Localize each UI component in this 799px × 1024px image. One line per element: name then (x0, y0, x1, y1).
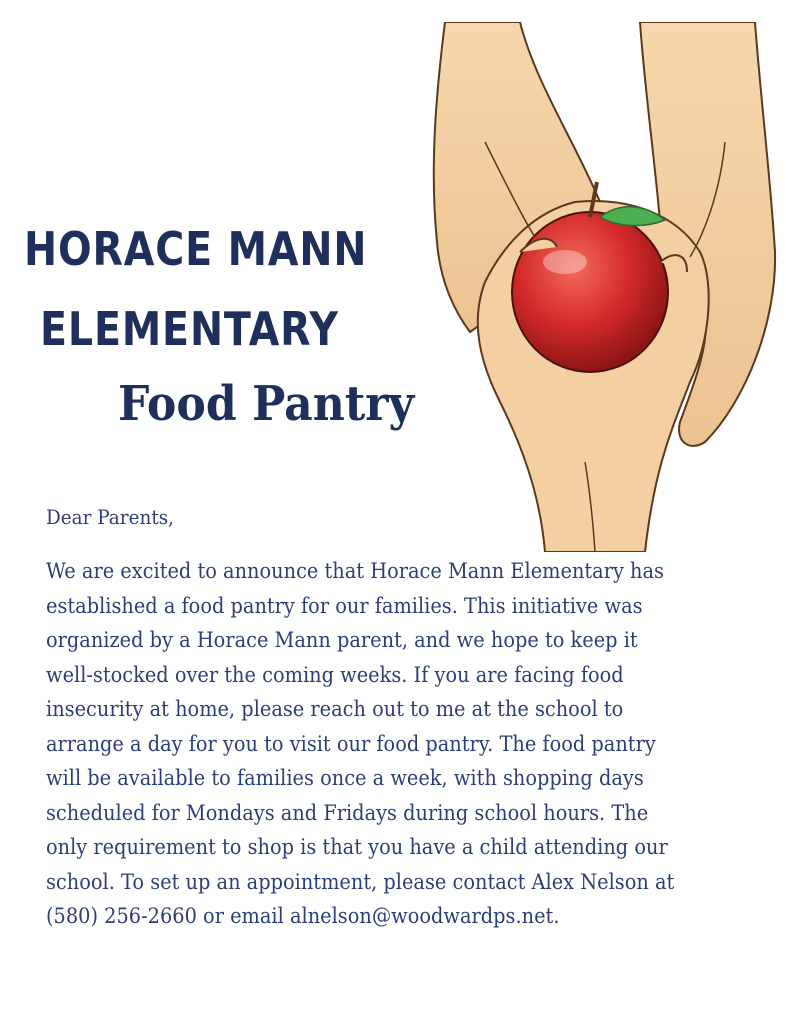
letter-line: well-stocked over the coming weeks. If you are facing food (46, 662, 624, 688)
letter-line: scheduled for Mondays and Fridays during school hours. The (46, 800, 649, 826)
letter-line: arrange a day for you to visit our food pantry. The food pantry (46, 731, 656, 757)
title-line-2: ELEMENTARY (40, 302, 339, 356)
letter-line: insecurity at home, please reach out to me at the school to (46, 697, 624, 722)
letter-line: We are excited to announce that Horace Mann Elementary has (46, 559, 664, 584)
letter-line: established a food pantry for our families. This initiative was (46, 593, 643, 619)
apple (512, 212, 668, 372)
letter-line: organized by a Horace Mann parent, and we hope to keep it (46, 628, 638, 653)
letter-line: only requirement to shop is that you have a child attending our (46, 835, 668, 860)
letter-line: (580) 256-2660 or email alnelson@woodwardps.net. (46, 904, 560, 929)
subtitle-food-pantry: Food Pantry (118, 376, 415, 432)
title-line-1: HORACE MANN (24, 222, 368, 276)
letter-paragraph (46, 555, 766, 935)
letter-body (46, 505, 766, 935)
letter-salutation: Dear Parents, (46, 505, 175, 529)
hands-holding-apple-icon (425, 22, 795, 552)
letter-line: school. To set up an appointment, please contact Alex Nelson at (46, 869, 675, 895)
letter-line: will be available to families once a week, with shopping days (46, 766, 644, 791)
